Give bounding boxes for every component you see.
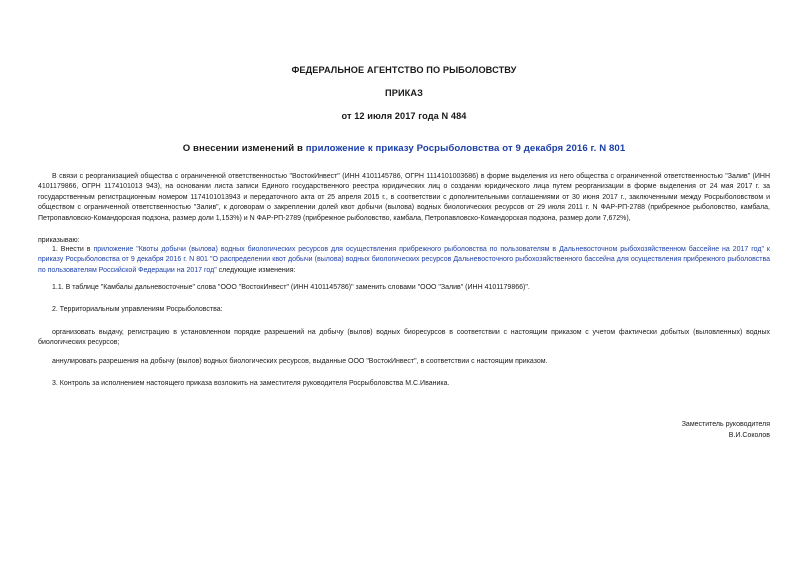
item-3-paragraph: 3. Контроль за исполнением настоящего приказа возложить на заместителя руководителя Росрыболовства М.С.Иваника. <box>52 380 450 387</box>
document-page <box>38 0 770 571</box>
signatory-name: В.И.Соколов <box>728 431 770 439</box>
preamble-paragraph: В связи с реорганизацией общества с ограниченной ответственностью "ВостокИнвест" (ИНН 4101145786, ОГРН 1114101003686) в форме выделения из него общества с ограниченной ответственностью "Залив" (ИНН 4101179866, ОГРН 1174101013 943), на основании листа записи Единого государственного реестра юридических лиц о создании юридического лица путем реорганизации в форме выделения от 24 мая 2017 г. за государственным регистрационным номером 1174101013943 и передаточного акта от 25 апреля 2015 г., в соответствии с дополнительными соглашениями от 30 июня 2017 г., заключенными между Росрыболовством и обществом с ограниченной ответственностью "Залив", к договорам о закреплении долей квот добычи (вылова) водных биологических ресурсов от 29 июля 2011 г. N ФАР-РП-2788 (прибрежное рыболовство, камбала, Петропавловско-Командорская подзона, размер доли 1,153%) и N ФАР-РП-2789 (прибрежное рыболовство, камбала, Петропавловско-Командорская подзона, размер доли 7,672%), <box>38 173 770 222</box>
item-2-paragraph: 2. Территориальным управлениям Росрыболовства: <box>52 306 223 313</box>
item-1-link[interactable]: приложение "Квоты добычи (вылова) водных биологических ресурсов для осуществления прибрежного рыболовства по пользователям в Дальневосточном рыбохозяйственном бассейне на 2017 год" к приказу Росрыболовства от 9 декабря 2016 г. N 801 "О распределении квот добычи (вылова) водных биологических ресурсов Дальневосточного рыбохозяйственного бассейна для осуществления прибрежного рыболовства по пользователям Российской Федерации на 2017 год" <box>38 246 770 274</box>
item-2-a-paragraph: организовать выдачу, регистрацию в установленном порядке разрешений на добычу (вылов) водных биоресурсов в соответствии с настоящим приказом с учетом фактически добытых (выловленных) водных биологических ресурсов; <box>38 329 770 347</box>
document-date-number: от 12 июля 2017 года N 484 <box>341 111 467 121</box>
document-type: ПРИКАЗ <box>385 88 423 98</box>
agency-title: ФЕДЕРАЛЬНОЕ АГЕНТСТВО ПО РЫБОЛОВСТВУ <box>291 65 517 75</box>
item-1-1-paragraph: 1.1. В таблице "Камбалы дальневосточные" слова "ООО "ВостокИнвест" (ИНН 4101145786)" заменить словами "ООО "Залив" (ИНН 4101179866)". <box>52 284 530 291</box>
item-1-paragraph <box>38 245 770 276</box>
subject-prefix: О внесении изменений в <box>182 143 306 154</box>
item-1-suffix: следующие изменения: <box>216 266 296 274</box>
order-word: приказываю: <box>38 237 80 244</box>
subject-link[interactable]: приложение к приказу Росрыболовства от 9 декабря 2016 г. N 801 <box>305 143 626 154</box>
document-subject <box>38 143 770 154</box>
signatory-position: Заместитель руководителя <box>681 421 770 428</box>
signature-block <box>682 420 770 441</box>
item-2-b-paragraph: аннулировать разрешения на добычу (вылов) водных биологических ресурсов, выданные ООО "ВостокИнвест", в соответствии с настоящим приказом. <box>52 358 548 365</box>
item-1-prefix: 1. Внести в <box>52 246 94 253</box>
